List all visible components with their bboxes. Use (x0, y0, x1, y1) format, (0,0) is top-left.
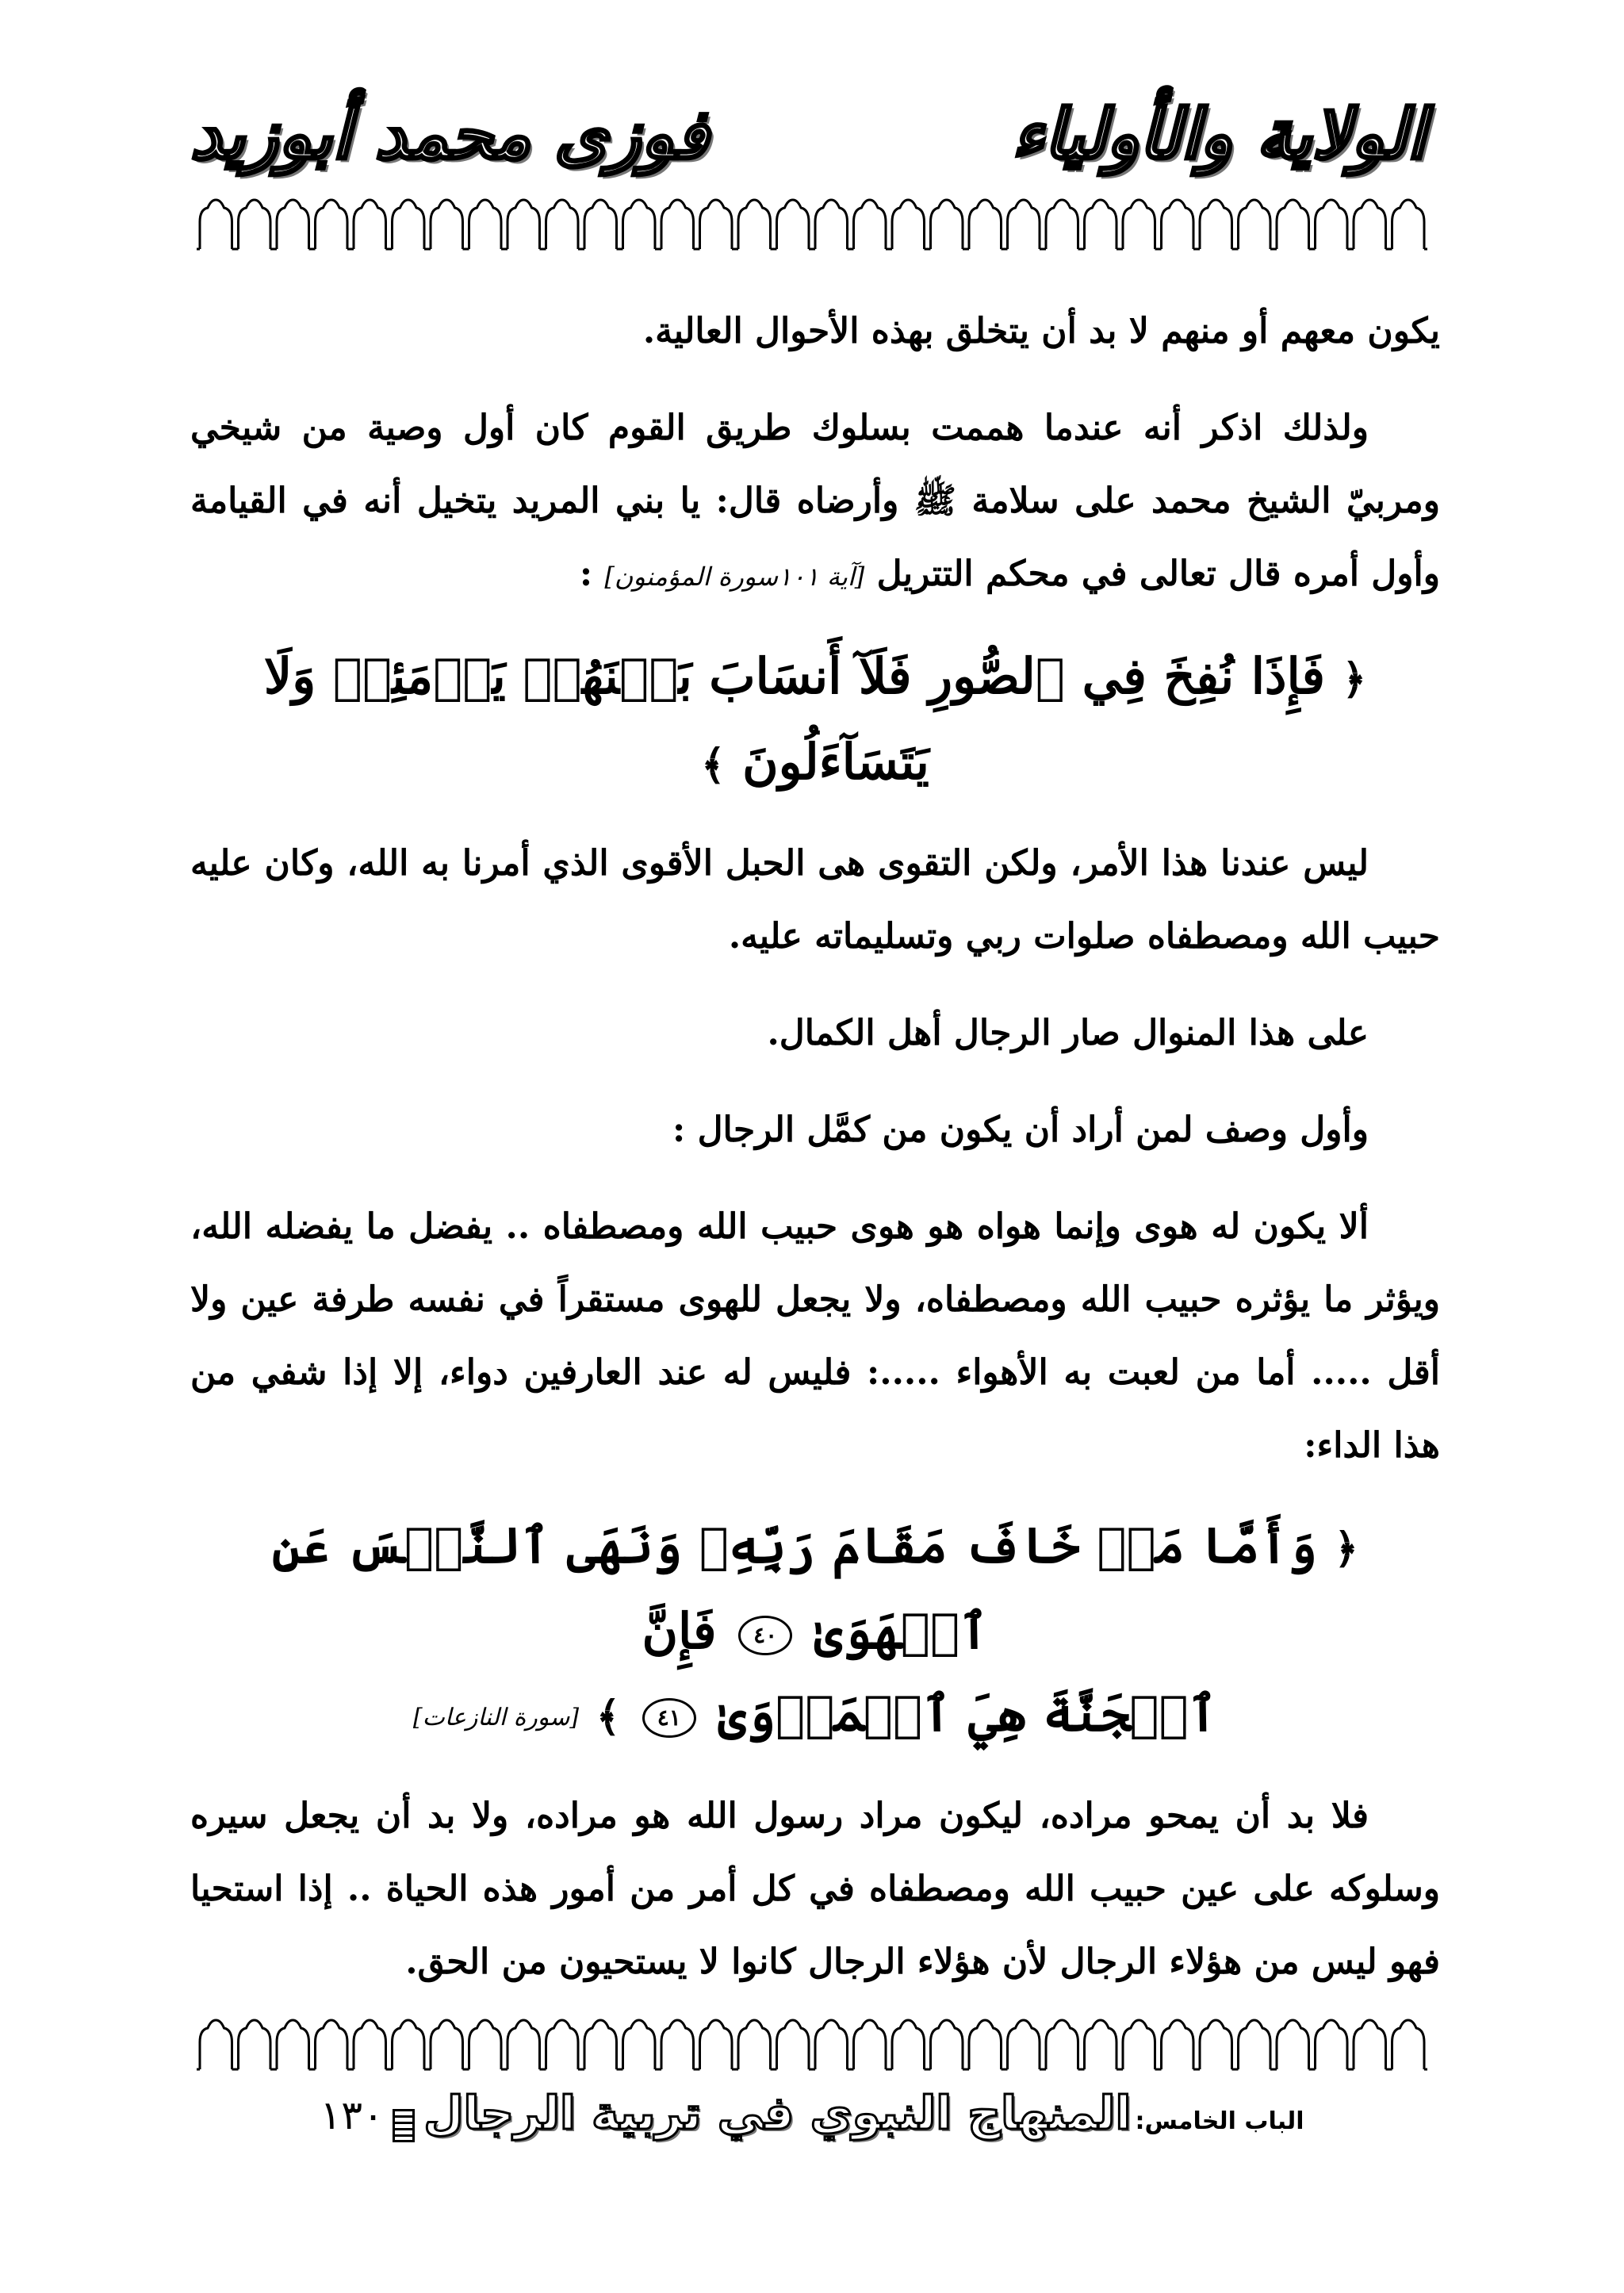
paragraph-6: ألا يكون له هوى وإنما هواه هو هوى حبيب الله ومصطفاه .. يفضل ما يفضله الله، ويؤثر ما يؤثره حبيب الله ومصطفاه، ولا يجعل للهوى مستقراً في نفسه طرفة عين ولا أقل ..... أما من لعبت به الأهواء .....: فليس له عند العارفين دواء، إلا إذا شفي من هذا الداء: (190, 1206, 1440, 1466)
verse-2-line-2-text: ٱلۡجَنَّةَ هِيَ ٱلۡمَأۡوَىٰ (718, 1685, 1218, 1743)
book-title: الولاية والأولياء (1012, 95, 1426, 174)
paragraph-1: يكون معهم أو منهم لا بد أن يتخلق بهذه الأحوال العالية. (642, 311, 1440, 351)
verse-2-line-1-end: فَإِنَّ (642, 1602, 717, 1660)
page-number: ١٣٠ (320, 2092, 385, 2138)
paragraph-2-end: : (579, 554, 605, 594)
verse-2-line-1-text: وَأَمَّا مَنۡ خَافَ مَقَامَ رَبِّهِۦ وَنَهَى ٱلنَّفۡسَ عَنِ ٱلۡهَوَىٰ (271, 1517, 1317, 1660)
paragraph-5: وأول وصف لمن أراد أن يكون من كمَّل الرجال : (672, 1110, 1369, 1150)
verse-2-close-bracket: ﴾ (596, 1693, 621, 1741)
verse-1-text: فَإِذَا نُفِخَ فِي ٱلصُّورِ فَلَآ أَنسَابَ بَيۡنَهُمۡ يَوۡمَئِذٖ وَلَا يَتَسَآءَلُونَ (263, 647, 1326, 791)
page-separator-icon (393, 2109, 415, 2142)
verse-2-line-2 (190, 1673, 1440, 1759)
top-arch-border (197, 198, 1427, 251)
page-header (190, 95, 1426, 198)
bottom-arch-border (197, 2019, 1427, 2071)
paragraph-4: على هذا المنوال صار الرجال أهل الكمال. (767, 1013, 1369, 1053)
paragraph-7: فلا بد أن يمحو مراده، ليكون مراد رسول الله هو مراده، ولا بد أن يجعل سيره وسلوكه على عين حبيب الله ومصطفاه في كل أمر من أمور هذه الحياة .. إذا استحيا فهو ليس من هؤلاء الرجال لأن هؤلاء الرجال كانوا لا يستحيون من الحق. (190, 1796, 1440, 1982)
paragraph-3: ليس عندنا هذا الأمر، ولكن التقوى هى الحبل الأقوى الذي أمرنا به الله، وكان عليه حبيب الله ومصطفاه صلوات ربي وتسليماته عليه. (190, 843, 1440, 957)
paragraph-2-text: ولذلك اذكر أنه عندما هممت بسلوك طريق القوم كان أول وصية من شيخي ومربيّ الشيخ محمد على سلامة ﷺ وأرضاه قال: يا بني المريد يتخيل أنه في القيامة وأول أمره قال تعالى في محكم التتريل (190, 408, 1440, 594)
chapter-title: المنهاج النبوي في تربية الرجال (423, 2086, 1132, 2140)
surah-reference: [سورة النازعات] (412, 1704, 580, 1731)
quran-verse-1 (190, 635, 1440, 807)
verse-2-line-1 (190, 1505, 1440, 1673)
verse-2-open-bracket: ﴿ (1334, 1524, 1359, 1573)
page-body (190, 295, 1440, 1999)
verse-open-bracket: ﴿ (1342, 655, 1367, 704)
quran-verse-2 (190, 1505, 1440, 1759)
verse-reference: [آية ١٠١سورة المؤمنون] (604, 562, 865, 592)
paragraph-2 (190, 392, 1440, 613)
chapter-label: الباب الخامس: (1135, 2107, 1304, 2135)
ayah-number-marker: ٤٠ (738, 1616, 792, 1655)
ayah-number-marker: ٤١ (642, 1698, 696, 1738)
verse-close-bracket: ﴾ (701, 741, 726, 789)
author-name: فوزى محمد أبوزيد (190, 95, 709, 174)
page-footer (0, 2086, 1624, 2142)
footer-line (320, 2086, 1304, 2142)
